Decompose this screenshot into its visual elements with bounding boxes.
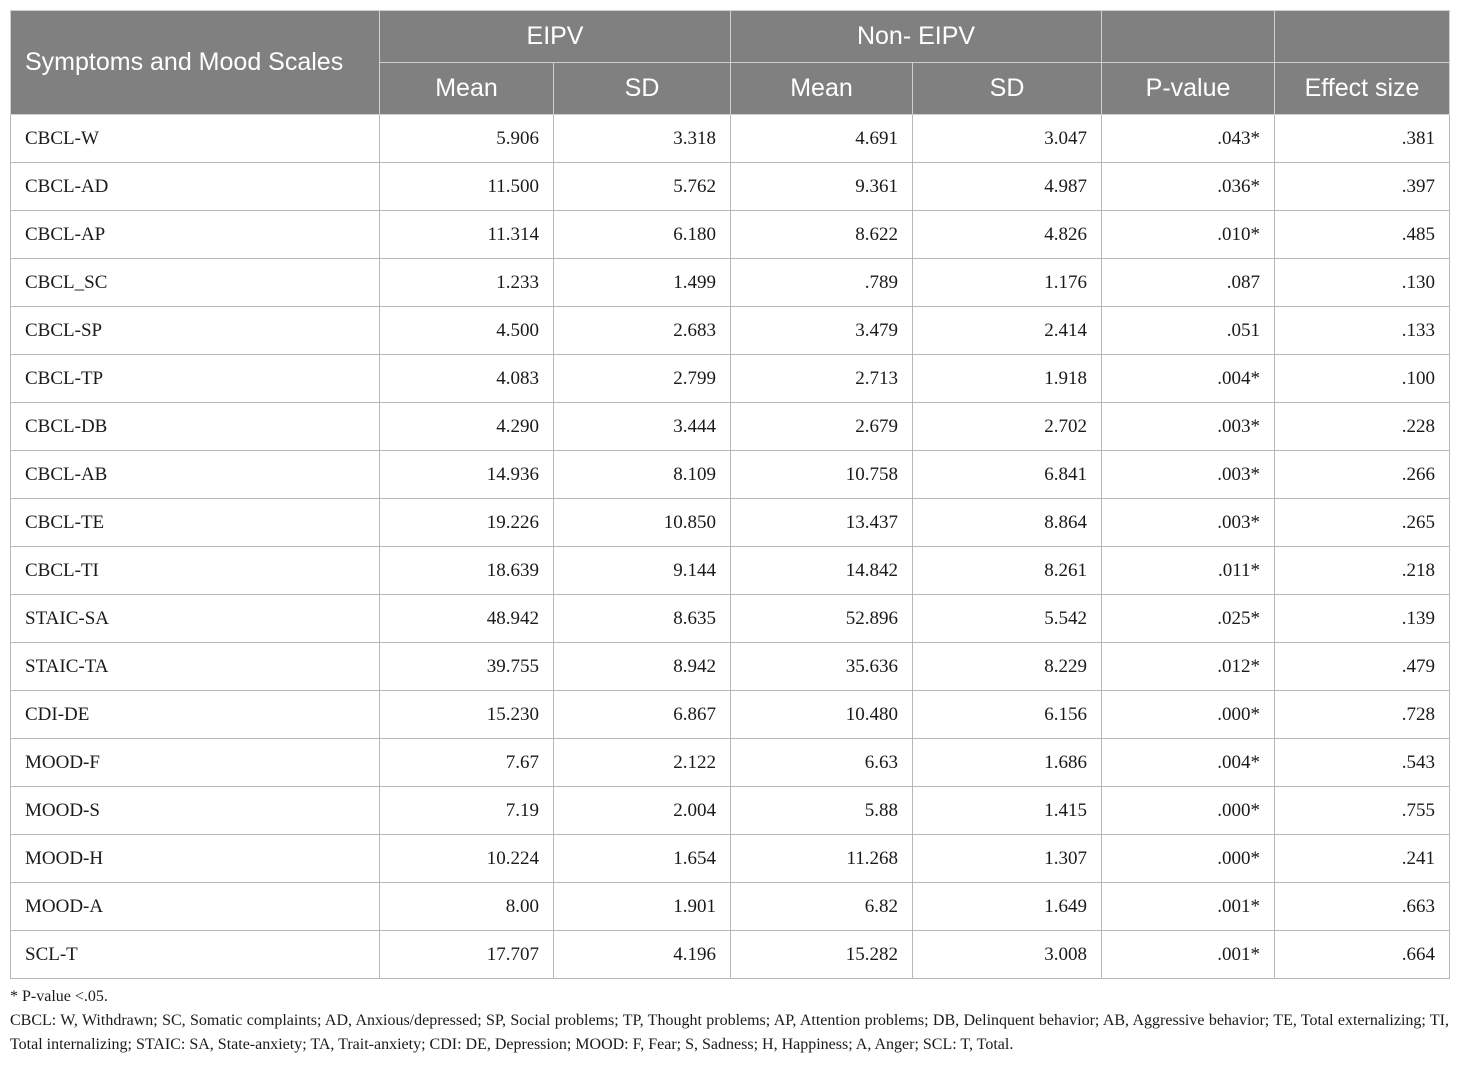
eipv-sd-cell: 6.867 [554,691,731,739]
effect-size-cell: .479 [1275,643,1450,691]
results-table-container [10,10,1449,979]
eipv-mean-cell: 19.226 [380,499,554,547]
effect-size-cell: .241 [1275,835,1450,883]
row-label-cell: CBCL-DB [11,403,380,451]
eipv-sd-cell: 8.942 [554,643,731,691]
table-row [11,643,1450,691]
table-row [11,595,1450,643]
significance-note: * P-value <.05. [10,988,108,1005]
non-eipv-sd-cell: 1.307 [913,835,1102,883]
table-row [11,499,1450,547]
eipv-sd-header: SD [554,63,731,115]
table-row [11,163,1450,211]
eipv-sd-cell: 8.109 [554,451,731,499]
eipv-mean-cell: 7.67 [380,739,554,787]
non-eipv-mean-header: Mean [731,63,913,115]
effect-size-cell: .265 [1275,499,1450,547]
pvalue-cell: .011* [1102,547,1275,595]
table-row [11,115,1450,163]
eipv-sd-cell: 2.799 [554,355,731,403]
non-eipv-sd-cell: 1.176 [913,259,1102,307]
non-eipv-sd-cell: 2.414 [913,307,1102,355]
row-label-cell: CBCL-TP [11,355,380,403]
eipv-sd-cell: 8.635 [554,595,731,643]
table-row [11,307,1450,355]
table-row [11,883,1450,931]
effect-size-cell: .728 [1275,691,1450,739]
eipv-sd-cell: 9.144 [554,547,731,595]
table-row [11,259,1450,307]
non-eipv-sd-cell: 8.261 [913,547,1102,595]
row-label-cell: MOOD-A [11,883,380,931]
empty-header-cell [1102,11,1275,63]
eipv-sd-cell: 2.122 [554,739,731,787]
effect-size-cell: .218 [1275,547,1450,595]
pvalue-header: P-value [1102,63,1275,115]
eipv-mean-cell: 39.755 [380,643,554,691]
eipv-sd-cell: 10.850 [554,499,731,547]
row-label-cell: CBCL-AB [11,451,380,499]
effect-size-cell: .266 [1275,451,1450,499]
non-eipv-sd-cell: 1.918 [913,355,1102,403]
pvalue-cell: .000* [1102,691,1275,739]
table-row [11,355,1450,403]
pvalue-cell: .003* [1102,499,1275,547]
empty-header-cell [1275,11,1450,63]
non-eipv-sd-header: SD [913,63,1102,115]
row-label-cell: CDI-DE [11,691,380,739]
effect-size-cell: .755 [1275,787,1450,835]
eipv-sd-cell: 3.318 [554,115,731,163]
effect-size-cell: .100 [1275,355,1450,403]
eipv-sd-cell: 1.499 [554,259,731,307]
non-eipv-mean-cell: 8.622 [731,211,913,259]
abbreviations-note: CBCL: W, Withdrawn; SC, Somatic complaints; AD, Anxious/depressed; SP, Social problems; TP, Thought problems; AP, Attention problems; DB, Delinquent behavior; AB, Aggressive behavior; TE, Total externalizing; TI, Total internalizing; STAIC: SA, State-anxiety; TA, Trait-anxiety; CDI: DE, Depression; MOOD: F, Fear; S, Sadness; H, Happiness; A, Anger; SCL: T, Total. [10,1012,1449,1053]
eipv-sd-cell: 4.196 [554,931,731,979]
eipv-sd-cell: 5.762 [554,163,731,211]
eipv-mean-cell: 18.639 [380,547,554,595]
row-label-header: Symptoms and Mood Scales [11,11,380,115]
non-eipv-mean-cell: 2.713 [731,355,913,403]
non-eipv-mean-cell: 11.268 [731,835,913,883]
effect-size-cell: .381 [1275,115,1450,163]
eipv-sd-cell: 2.004 [554,787,731,835]
table-row [11,739,1450,787]
pvalue-cell: .025* [1102,595,1275,643]
non-eipv-mean-cell: 10.758 [731,451,913,499]
eipv-mean-cell: 4.500 [380,307,554,355]
results-table [10,10,1450,979]
pvalue-cell: .000* [1102,835,1275,883]
pvalue-cell: .003* [1102,451,1275,499]
effect-size-cell: .543 [1275,739,1450,787]
pvalue-cell: .043* [1102,115,1275,163]
eipv-mean-cell: 7.19 [380,787,554,835]
effect-size-cell: .139 [1275,595,1450,643]
non-eipv-mean-cell: 6.63 [731,739,913,787]
eipv-mean-cell: 8.00 [380,883,554,931]
non-eipv-group-header: Non- EIPV [731,11,1102,63]
non-eipv-mean-cell: 5.88 [731,787,913,835]
eipv-sd-cell: 2.683 [554,307,731,355]
non-eipv-mean-cell: 2.679 [731,403,913,451]
non-eipv-sd-cell: 2.702 [913,403,1102,451]
effect-size-cell: .663 [1275,883,1450,931]
non-eipv-mean-cell: 52.896 [731,595,913,643]
non-eipv-sd-cell: 8.864 [913,499,1102,547]
effect-size-cell: .397 [1275,163,1450,211]
row-label-cell: MOOD-F [11,739,380,787]
row-label-cell: CBCL-TI [11,547,380,595]
non-eipv-sd-cell: 6.841 [913,451,1102,499]
non-eipv-mean-cell: 15.282 [731,931,913,979]
non-eipv-sd-cell: 4.987 [913,163,1102,211]
non-eipv-sd-cell: 1.649 [913,883,1102,931]
eipv-group-header: EIPV [380,11,731,63]
eipv-mean-cell: 1.233 [380,259,554,307]
eipv-mean-cell: 14.936 [380,451,554,499]
pvalue-cell: .012* [1102,643,1275,691]
pvalue-cell: .036* [1102,163,1275,211]
row-label-cell: STAIC-SA [11,595,380,643]
non-eipv-sd-cell: 1.686 [913,739,1102,787]
eipv-mean-cell: 4.290 [380,403,554,451]
non-eipv-sd-cell: 8.229 [913,643,1102,691]
pvalue-cell: .001* [1102,883,1275,931]
row-label-cell: CBCL-AD [11,163,380,211]
pvalue-cell: .003* [1102,403,1275,451]
eipv-mean-cell: 11.314 [380,211,554,259]
non-eipv-mean-cell: .789 [731,259,913,307]
eipv-mean-cell: 5.906 [380,115,554,163]
effect-size-header: Effect size [1275,63,1450,115]
non-eipv-mean-cell: 6.82 [731,883,913,931]
table-row [11,451,1450,499]
eipv-mean-cell: 48.942 [380,595,554,643]
non-eipv-mean-cell: 14.842 [731,547,913,595]
table-row [11,211,1450,259]
non-eipv-mean-cell: 13.437 [731,499,913,547]
eipv-mean-cell: 10.224 [380,835,554,883]
eipv-mean-cell: 17.707 [380,931,554,979]
table-row [11,787,1450,835]
eipv-sd-cell: 1.901 [554,883,731,931]
eipv-mean-cell: 15.230 [380,691,554,739]
effect-size-cell: .664 [1275,931,1450,979]
non-eipv-mean-cell: 3.479 [731,307,913,355]
pvalue-cell: .000* [1102,787,1275,835]
row-label-cell: SCL-T [11,931,380,979]
non-eipv-sd-cell: 6.156 [913,691,1102,739]
eipv-mean-cell: 4.083 [380,355,554,403]
pvalue-cell: .087 [1102,259,1275,307]
table-row [11,403,1450,451]
row-label-cell: MOOD-S [11,787,380,835]
pvalue-cell: .001* [1102,931,1275,979]
eipv-sd-cell: 6.180 [554,211,731,259]
row-label-cell: MOOD-H [11,835,380,883]
eipv-mean-header: Mean [380,63,554,115]
eipv-sd-cell: 1.654 [554,835,731,883]
table-row [11,931,1450,979]
eipv-sd-cell: 3.444 [554,403,731,451]
row-label-cell: STAIC-TA [11,643,380,691]
pvalue-cell: .004* [1102,739,1275,787]
row-label-cell: CBCL-AP [11,211,380,259]
row-label-cell: CBCL-W [11,115,380,163]
non-eipv-sd-cell: 1.415 [913,787,1102,835]
non-eipv-mean-cell: 9.361 [731,163,913,211]
table-row [11,691,1450,739]
table-footnotes [10,985,1449,1057]
row-label-cell: CBCL-SP [11,307,380,355]
table-row [11,547,1450,595]
non-eipv-mean-cell: 10.480 [731,691,913,739]
eipv-mean-cell: 11.500 [380,163,554,211]
row-label-cell: CBCL_SC [11,259,380,307]
row-label-cell: CBCL-TE [11,499,380,547]
non-eipv-sd-cell: 4.826 [913,211,1102,259]
effect-size-cell: .228 [1275,403,1450,451]
pvalue-cell: .051 [1102,307,1275,355]
effect-size-cell: .130 [1275,259,1450,307]
effect-size-cell: .485 [1275,211,1450,259]
non-eipv-sd-cell: 5.542 [913,595,1102,643]
non-eipv-mean-cell: 4.691 [731,115,913,163]
table-row [11,835,1450,883]
effect-size-cell: .133 [1275,307,1450,355]
non-eipv-mean-cell: 35.636 [731,643,913,691]
table-body [11,115,1450,979]
pvalue-cell: .004* [1102,355,1275,403]
table-header [11,11,1450,115]
non-eipv-sd-cell: 3.008 [913,931,1102,979]
pvalue-cell: .010* [1102,211,1275,259]
non-eipv-sd-cell: 3.047 [913,115,1102,163]
